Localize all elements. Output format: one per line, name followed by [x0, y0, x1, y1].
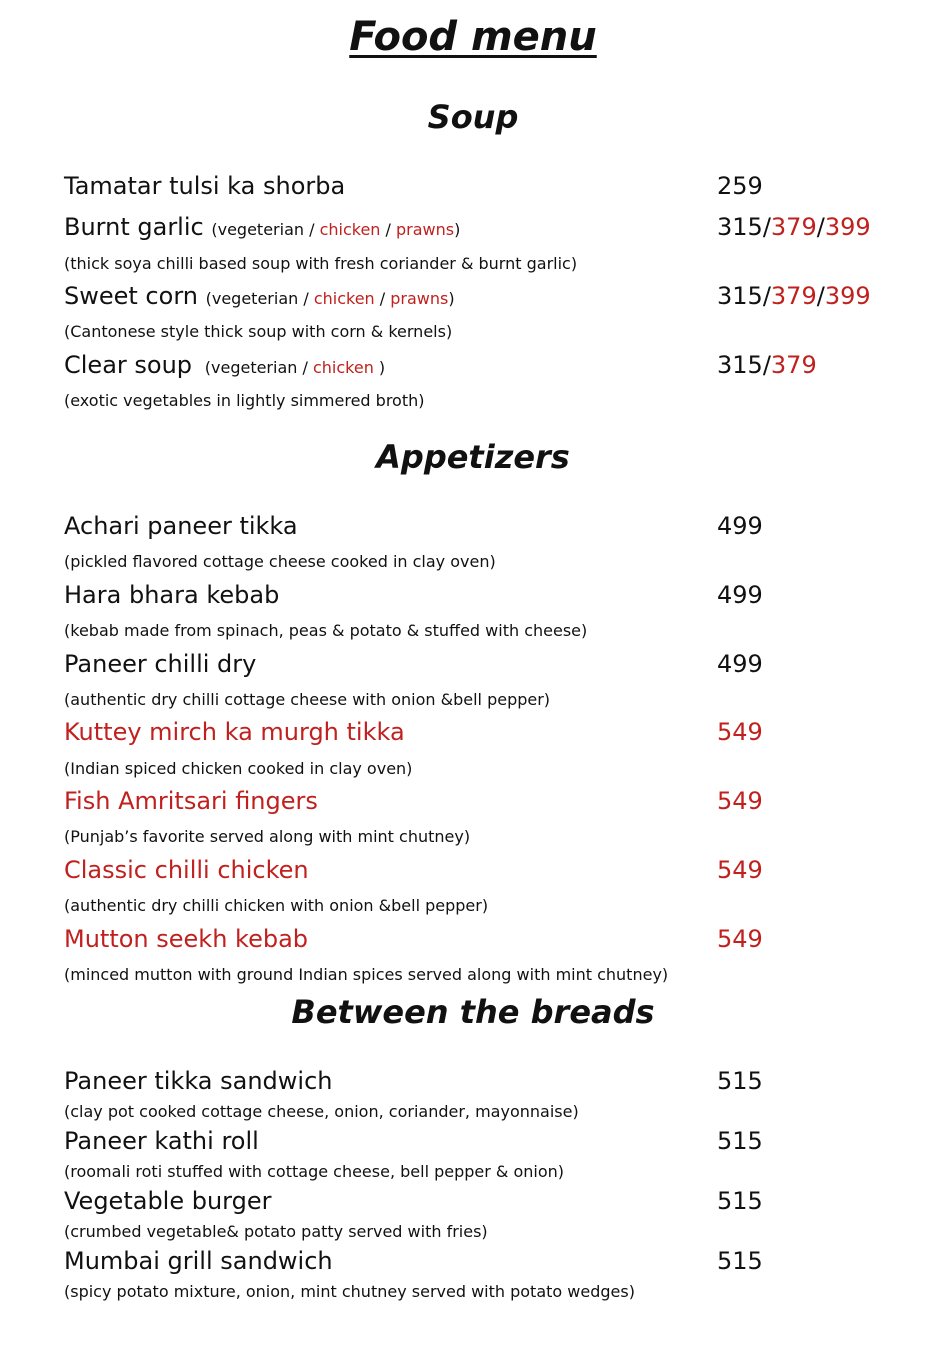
item-name	[64, 282, 455, 310]
item-name: Tamatar tulsi ka shorba	[64, 172, 346, 200]
item-options: (vegeterian / chicken )	[199, 358, 386, 377]
item-description: (Punjab’s favorite served along with mint chutney)	[64, 827, 471, 846]
item-name: Kuttey mirch ka murgh tikka	[64, 718, 405, 746]
item-name: Paneer kathi roll	[64, 1127, 259, 1155]
item-description: (kebab made from spinach, peas & potato & stuffed with cheese)	[64, 621, 588, 640]
item-name: Fish Amritsari fingers	[64, 787, 318, 815]
section-title-between-the-breads: Between the breads	[291, 993, 655, 1031]
item-name	[64, 213, 460, 241]
price-prawns: 399	[824, 213, 871, 241]
item-options: (vegeterian / chicken / prawns)	[211, 220, 461, 239]
price-chicken: 379	[770, 351, 817, 379]
option-veg: vegeterian	[217, 220, 305, 239]
item-price: 549	[717, 925, 763, 953]
section-title-appetizers: Appetizers	[376, 438, 570, 476]
menu-item-achari-paneer-tikka	[64, 512, 884, 548]
menu-item-vegetable-burger	[64, 1187, 884, 1223]
section-title-soup: Soup	[427, 98, 519, 136]
item-price: 515	[717, 1067, 763, 1095]
item-price: 515	[717, 1127, 763, 1155]
item-name: Achari paneer tikka	[64, 512, 298, 540]
item-description: (pickled flavored cottage cheese cooked in clay oven)	[64, 552, 496, 571]
item-description: (Cantonese style thick soup with corn & kernels)	[64, 322, 453, 341]
option-prawns: prawns	[390, 289, 449, 308]
item-price: 515	[717, 1247, 763, 1275]
option-chicken: chicken	[313, 289, 375, 308]
item-options: (vegeterian / chicken / prawns)	[205, 289, 455, 308]
item-price: 549	[717, 787, 763, 815]
price-chicken: 379	[770, 282, 817, 310]
option-prawns: prawns	[396, 220, 455, 239]
item-name-text: Burnt garlic	[64, 213, 204, 241]
item-name: Mutton seekh kebab	[64, 925, 309, 953]
menu-item-paneer-tikka-sandwich	[64, 1067, 884, 1103]
menu-item-mumbai-grill-sandwich	[64, 1247, 884, 1283]
menu-item-fish-amritsari-fingers	[64, 787, 884, 823]
item-price: 515	[717, 1187, 763, 1215]
menu-item-kuttey-mirch-ka-murgh-tikka	[64, 718, 884, 754]
item-price: 499	[717, 512, 763, 540]
price-veg: 315	[717, 351, 763, 379]
option-chicken: chicken	[312, 358, 374, 377]
menu-item-clear-soup	[64, 351, 884, 387]
item-name-text: Clear soup	[64, 351, 193, 379]
item-description: (crumbed vegetable& potato patty served with fries)	[64, 1222, 488, 1241]
item-description: (Indian spiced chicken cooked in clay oven)	[64, 759, 413, 778]
option-veg: vegeterian	[211, 358, 298, 377]
menu-item-tamatar-tulsi-ka-shorba	[64, 172, 884, 208]
option-chicken: chicken	[319, 220, 381, 239]
item-description: (thick soya chilli based soup with fresh coriander & burnt garlic)	[64, 254, 578, 273]
item-name	[64, 351, 385, 379]
price-veg: 315	[717, 213, 763, 241]
item-description: (exotic vegetables in lightly simmered broth)	[64, 391, 425, 410]
item-description: (clay pot cooked cottage cheese, onion, coriander, mayonnaise)	[64, 1102, 579, 1121]
item-description: (authentic dry chilli chicken with onion &bell pepper)	[64, 896, 489, 915]
item-description: (roomali roti stuffed with cottage cheese, bell pepper & onion)	[64, 1162, 565, 1181]
item-price: 499	[717, 581, 763, 609]
item-name: Classic chilli chicken	[64, 856, 309, 884]
item-price: 549	[717, 856, 763, 884]
menu-item-hara-bhara-kebab	[64, 581, 884, 617]
menu-item-paneer-chilli-dry	[64, 650, 884, 686]
item-name: Paneer tikka sandwich	[64, 1067, 333, 1095]
menu-item-burnt-garlic	[64, 213, 884, 249]
item-name-text: Sweet corn	[64, 282, 198, 310]
option-veg: vegeterian	[211, 289, 299, 308]
item-description: (spicy potato mixture, onion, mint chutney served with potato wedges)	[64, 1282, 635, 1301]
item-description: (minced mutton with ground Indian spices served along with mint chutney)	[64, 965, 669, 984]
item-name: Hara bhara kebab	[64, 581, 280, 609]
item-price: 549	[717, 718, 763, 746]
menu-item-sweet-corn	[64, 282, 884, 318]
item-name: Mumbai grill sandwich	[64, 1247, 333, 1275]
item-price: 315/379/399	[717, 282, 871, 310]
item-price: 315/379	[717, 351, 817, 379]
menu-item-classic-chilli-chicken	[64, 856, 884, 892]
price-chicken: 379	[770, 213, 817, 241]
item-name: Paneer chilli dry	[64, 650, 257, 678]
item-name: Vegetable burger	[64, 1187, 272, 1215]
price-prawns: 399	[824, 282, 871, 310]
menu-title: Food menu	[349, 14, 597, 60]
item-price: 315/379/399	[717, 213, 871, 241]
item-description: (authentic dry chilli cottage cheese with onion &bell pepper)	[64, 690, 551, 709]
menu-item-mutton-seekh-kebab	[64, 925, 884, 961]
item-price: 259	[717, 172, 763, 200]
price-veg: 315	[717, 282, 763, 310]
menu-item-paneer-kathi-roll	[64, 1127, 884, 1163]
item-price: 499	[717, 650, 763, 678]
